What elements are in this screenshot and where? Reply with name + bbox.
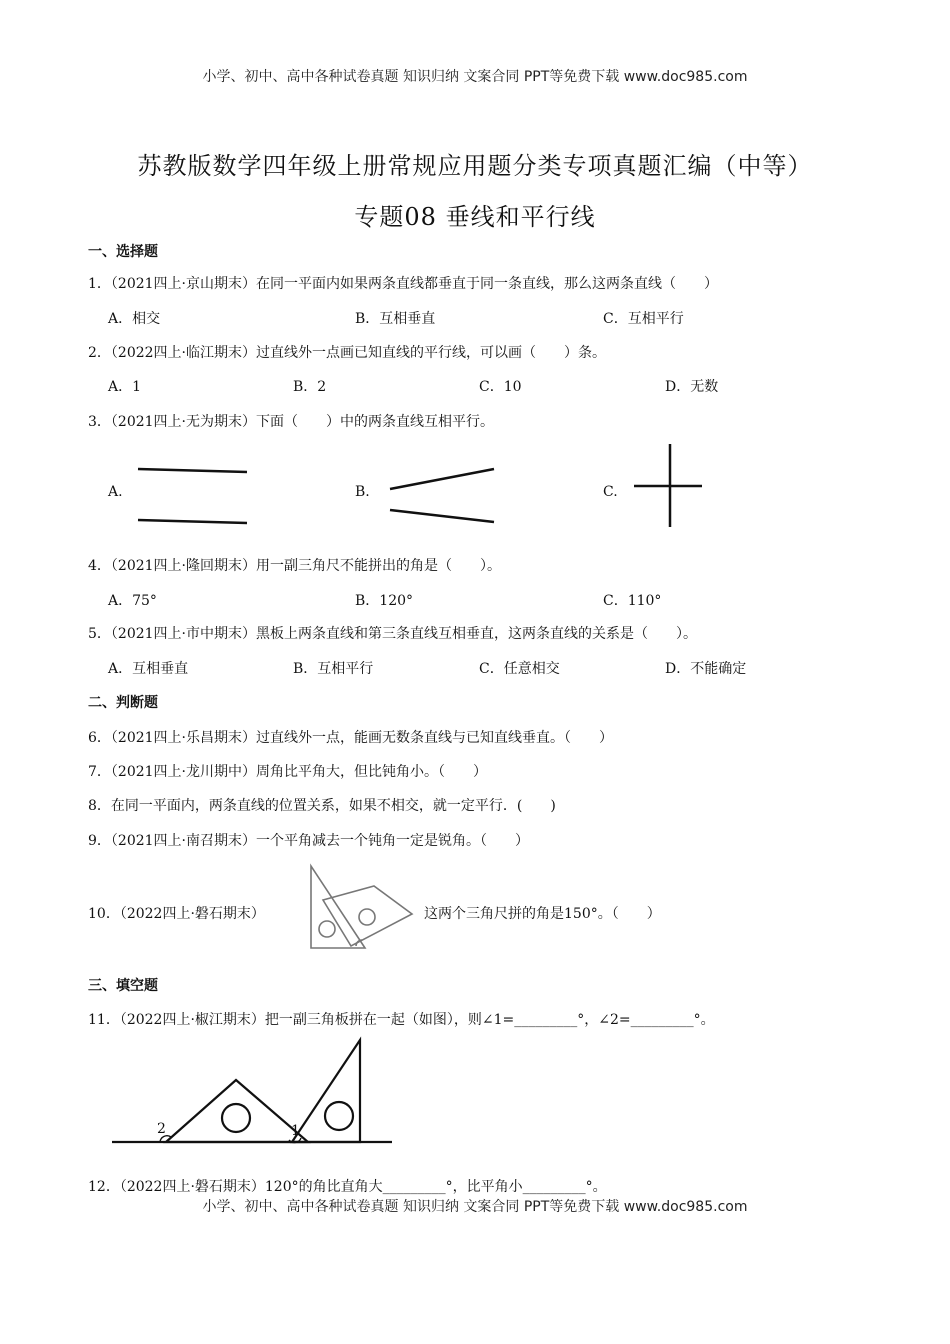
q11-angle-1-label: 1 [291,1123,300,1139]
q3-option-b: B. [355,484,370,500]
question-5: 5．（2021四上·市中期末）黑板上两条直线和第三条直线互相垂直，这两条直线的关系是（ ）。 [88,626,697,642]
q2-option-a: A．1 [108,379,142,395]
q5-option-d: D．不能确定 [665,661,747,677]
question-1: 1．（2021四上·京山期末）在同一平面内如果两条直线都垂直于同一条直线，那么这两条直线（ ） [88,276,718,292]
q5-option-b: B．互相平行 [293,661,374,677]
question-2: 2．（2022四上·临江期末）过直线外一点画已知直线的平行线，可以画（ ）条。 [88,345,606,361]
q1-option-c: C．互相平行 [603,311,684,327]
section-judgement: 二、判断题 [88,695,158,711]
q2-option-d: D．无数 [665,379,719,395]
q5-option-a: A．互相垂直 [108,661,189,677]
q4-option-a: A．75° [108,593,157,609]
page-footer: 小学、初中、高中各种试卷真题 知识归纳 文案合同 PPT等免费下载 www.doc985.com [202,1199,748,1215]
question-4: 4．（2021四上·隆回期末）用一副三角尺不能拼出的角是（ ）。 [88,558,501,574]
q1-option-a: A．相交 [108,311,161,327]
q4-option-b: B．120° [355,593,414,609]
q4-option-c: C．110° [603,593,662,609]
question-8: 8．在同一平面内，两条直线的位置关系，如果不相交，就一定平行．( ) [88,798,556,814]
q3-option-c: C. [603,484,618,500]
question-6: 6．（2021四上·乐昌期末）过直线外一点，能画无数条直线与已知直线垂直。（ ） [88,730,613,746]
q11-angle-2-label: 2 [157,1121,166,1137]
page-header: 小学、初中、高中各种试卷真题 知识归纳 文案合同 PPT等免费下载 www.doc985.com [202,69,748,85]
q2-option-b: B．2 [293,379,327,395]
question-12: 12．（2022四上·磐石期末）120°的角比直角大_________°，比平角小_________°。 [88,1179,607,1195]
question-9: 9．（2021四上·南召期末）一个平角减去一个钝角一定是锐角。（ ） [88,833,529,849]
question-10-prefix: 10．（2022四上·磐石期末） [88,906,265,922]
question-11: 11．（2022四上·椒江期末）把一副三角板拼在一起（如图），则∠1=_________°，∠2=_________°。 [88,1012,715,1028]
q3-option-a: A. [108,484,123,500]
question-3: 3．（2021四上·无为期末）下面（ ）中的两条直线互相平行。 [88,414,494,430]
q2-option-c: C．10 [479,379,522,395]
document-subtitle: 专题08 垂线和平行线 [354,203,596,231]
section-fill-blank: 三、填空题 [88,978,158,994]
q1-option-b: B．互相垂直 [355,311,436,327]
section-choice: 一、选择题 [88,244,158,260]
question-7: 7．（2021四上·龙川期中）周角比平角大，但比钝角小。（ ） [88,764,487,780]
question-10-suffix: 这两个三角尺拼的角是150°。（ ） [424,906,661,922]
document-title: 苏教版数学四年级上册常规应用题分类专项真题汇编（中等） [137,152,813,180]
q5-option-c: C．任意相交 [479,661,560,677]
